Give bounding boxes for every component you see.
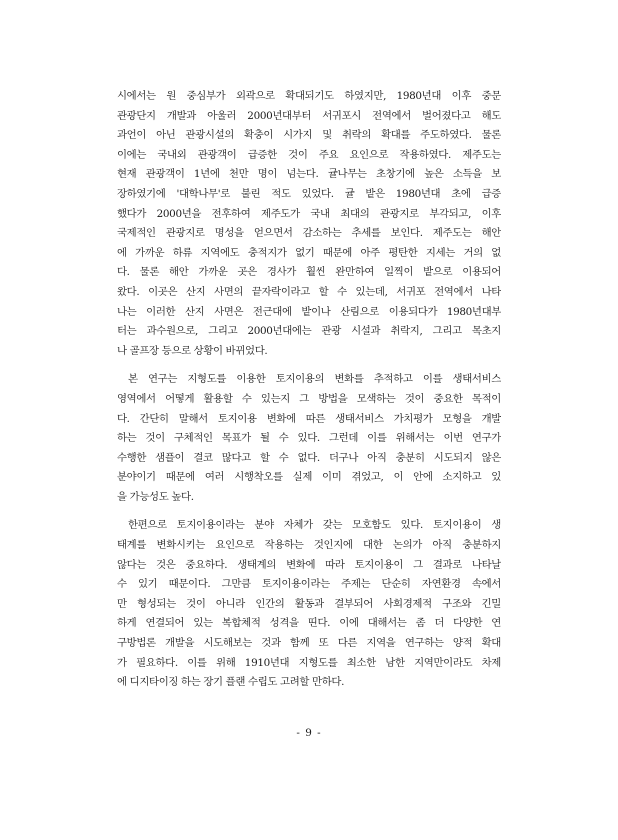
text-line: 에 디지타이징 하는 장기 플랜 수립도 고려할 만하다. <box>117 676 345 689</box>
text-line: 왔다. 이곳은 산지 사면의 끝자락이라고 할 수 있는데, 서귀포 전역에서 나타 <box>117 285 501 298</box>
text-line: 에 가까운 하류 지역에도 충적지가 없기 때문에 아주 평탄한 지세는 거의 없 <box>117 246 501 259</box>
text-line: 장하였기에 '대학나무'로 불린 적도 있었다. 귤 밭은 1980년대 초에 급증 <box>117 187 501 200</box>
text-line: 않다는 것은 중요하다. 생태계의 변화에 따라 토지이용이 그 결과로 나타날 <box>117 558 501 571</box>
paragraph-gap <box>117 361 501 370</box>
text-line: 다. 간단히 말해서 토지이용 변화에 따른 생태서비스 가치평가 모형을 개발 <box>117 412 501 425</box>
text-line: 나는 이러한 산지 사면은 전근대에 밭이나 산림으로 이용되다가 1980년대부 <box>117 305 501 318</box>
text-line: 구방법론 개발을 시도해보는 것과 함께 또 다른 지역을 연구하는 양적 확대 <box>117 637 501 650</box>
text-line: 영역에서 어떻게 활용할 수 있는지 그 방법을 모색하는 것이 중요한 목적이 <box>117 392 501 405</box>
text-line: 현재 관광객이 1년에 천만 명이 넘는다. 귤나무는 초창기에 높은 소득을 보 <box>117 168 501 181</box>
text-line: 본 연구는 지형도를 이용한 토지이용의 변화를 추적하고 이를 생태서비스 <box>128 373 501 386</box>
text-line: 가 필요하다. 이를 위해 1910년대 지형도를 최소한 남한 지역만이라도 차제 <box>117 656 501 669</box>
text-line: 분야이기 때문에 여러 시행착오를 실제 이미 겪었고, 이 안에 소지하고 있 <box>117 471 501 484</box>
text-line: 한편으로 토지이용이라는 분야 자체가 갖는 모호함도 있다. 토지이용이 생 <box>128 519 501 532</box>
text-line: 관광단지 개발과 아울러 2000년대부터 서귀포시 전역에서 벌어졌다고 해도 <box>117 109 501 122</box>
text-line: 을 가능성도 높다. <box>117 490 194 503</box>
text-line: 했다가 2000년을 전후하여 제주도가 국내 최대의 관광지로 부각되고, 이후 <box>117 207 501 220</box>
body-text <box>117 87 501 693</box>
text-line: 하는 것이 구체적인 목표가 될 수 있다. 그런데 이를 위해서는 이번 연구가 <box>117 432 501 445</box>
text-line: 국제적인 관광지로 명성을 얻으면서 감소하는 추세를 보인다. 제주도는 해안 <box>117 227 501 240</box>
text-line: 시에서는 원 중심부가 외곽으로 확대되기도 하였지만, 1980년대 이후 중문 <box>117 90 501 102</box>
text-line: 이에는 국내외 관광객이 급증한 것이 주요 요인으로 작용하였다. 제주도는 <box>117 148 501 161</box>
text-line: 다. 물론 해안 가까운 곳은 경사가 훨씬 완만하여 일찍이 밭으로 이용되어 <box>117 266 501 279</box>
paragraph-gap <box>117 507 501 516</box>
text-line: 하게 연결되어 있는 복합체적 성격을 띤다. 이에 대해서는 좀 더 다양한 연 <box>117 617 501 630</box>
text-line: 만 형성되는 것이 아니라 인간의 활동과 결부되어 사회경제적 구조와 긴밀 <box>117 597 501 610</box>
text-line: 수 있기 때문이다. 그만큼 토지이용이라는 주제는 단순히 자연환경 속에서 <box>117 578 501 591</box>
text-line: 나 골프장 등으로 상황이 바뀌었다. <box>117 344 268 357</box>
paragraph <box>117 87 501 361</box>
page-number: - 9 - <box>296 727 322 739</box>
text-line: 터는 과수원으로, 그리고 2000년대에는 관광 시설과 취락지, 그리고 목초지 <box>117 325 501 338</box>
paragraph <box>117 370 501 507</box>
text-line: 과언이 아닌 관광시설의 확충이 시가지 및 취락의 확대를 주도하였다. 물론 <box>117 129 501 142</box>
paragraph <box>117 516 501 692</box>
text-line: 수행한 샘플이 결코 많다고 할 수 없다. 더구나 아직 충분히 시도되지 않은 <box>117 451 501 464</box>
text-line: 태계를 변화시키는 요인으로 작용하는 것인지에 대한 논의가 아직 충분하지 <box>117 539 501 552</box>
